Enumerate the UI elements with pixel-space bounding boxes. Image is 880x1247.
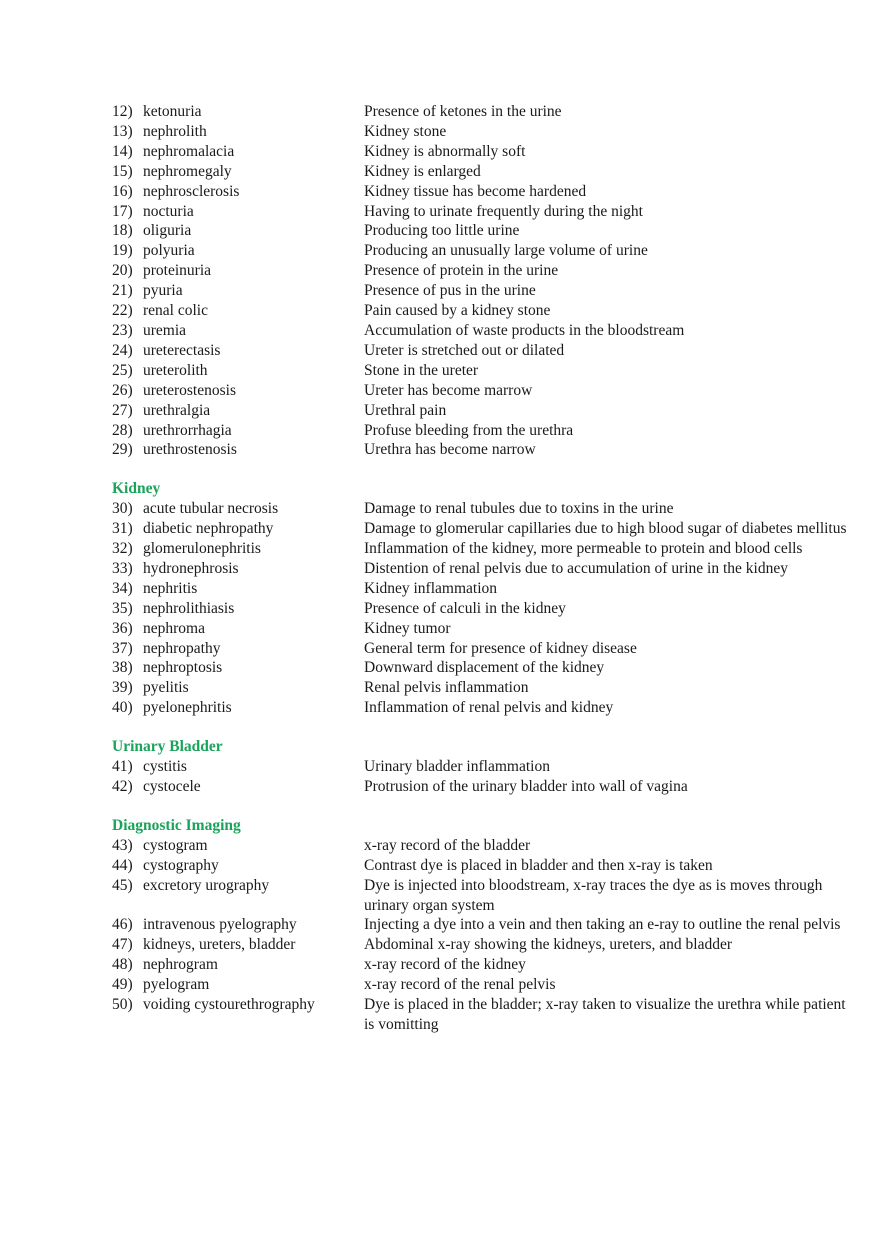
definition: Downward displacement of the kidney: [364, 659, 605, 677]
section-heading: Urinary Bladder: [112, 738, 223, 756]
item-number: 16): [112, 182, 133, 200]
term: oliguria: [143, 222, 192, 240]
definition: Urinary bladder inflammation: [364, 758, 550, 776]
item-number: 27): [112, 401, 133, 419]
term: nephrosclerosis: [143, 182, 240, 200]
item-number: 40): [112, 699, 133, 717]
term: urethrorrhagia: [143, 421, 232, 439]
definition: Urethra has become narrow: [364, 441, 536, 459]
definition: Injecting a dye into a vein and then taking an e-ray to outline the renal pelvis: [364, 916, 841, 934]
term: nephropathy: [143, 639, 221, 657]
definition: Kidney stone: [364, 122, 447, 140]
term: nephritis: [143, 579, 198, 597]
term-row: [112, 261, 852, 281]
definition: Kidney tumor: [364, 619, 451, 637]
item-number: 26): [112, 381, 133, 399]
definition: Accumulation of waste products in the bloodstream: [364, 321, 685, 339]
item-number: 28): [112, 421, 133, 439]
term: nephrogram: [143, 956, 218, 974]
term: acute tubular necrosis: [143, 500, 279, 518]
section: [112, 737, 852, 797]
term: urethrostenosis: [143, 441, 237, 459]
definition: Pain caused by a kidney stone: [364, 302, 551, 320]
term-row: [112, 142, 852, 162]
term: nephromegaly: [143, 162, 232, 180]
term-row: [112, 499, 852, 519]
definition: Abdominal x-ray showing the kidneys, ureters, and bladder: [364, 936, 733, 954]
term: ureterectasis: [143, 341, 221, 359]
definition: Producing an unusually large volume of urine: [364, 242, 648, 260]
term-row: [112, 381, 852, 401]
definition: Producing too little urine: [364, 222, 520, 240]
item-number: 48): [112, 956, 133, 974]
item-number: 38): [112, 659, 133, 677]
item-number: 14): [112, 142, 133, 160]
definition: Profuse bleeding from the urethra: [364, 421, 574, 439]
section: [112, 816, 852, 1035]
term: nocturia: [143, 202, 194, 220]
term-row: [112, 579, 852, 599]
term: pyelonephritis: [143, 699, 232, 717]
term: cystogram: [143, 836, 208, 854]
definition: x-ray record of the renal pelvis: [364, 976, 556, 994]
item-number: 25): [112, 361, 133, 379]
item-number: 30): [112, 500, 133, 518]
term-row: [112, 341, 852, 361]
term: ureterolith: [143, 361, 208, 379]
item-number: 13): [112, 122, 133, 140]
term: hydronephrosis: [143, 559, 239, 577]
item-number: 31): [112, 520, 133, 538]
definition: Dye is placed in the bladder; x-ray taken to visualize the urethra while patient is vomitting: [364, 996, 846, 1033]
term: cystitis: [143, 758, 187, 776]
term-row: [112, 241, 852, 261]
item-number: 47): [112, 936, 133, 954]
term: diabetic nephropathy: [143, 520, 274, 538]
item-number: 36): [112, 619, 133, 637]
definition: Inflammation of the kidney, more permeable to protein and blood cells: [364, 540, 803, 558]
definition: Distention of renal pelvis due to accumulation of urine in the kidney: [364, 559, 788, 577]
term-row: [112, 678, 852, 698]
term-row: [112, 639, 852, 659]
item-number: 22): [112, 302, 133, 320]
item-number: 17): [112, 202, 133, 220]
section-heading: Diagnostic Imaging: [112, 816, 241, 834]
term-row: [112, 975, 852, 995]
term-row: [112, 935, 852, 955]
item-number: 15): [112, 162, 133, 180]
definition: Kidney inflammation: [364, 579, 498, 597]
definition: Kidney tissue has become hardened: [364, 182, 587, 200]
item-number: 42): [112, 778, 133, 795]
section: [112, 479, 852, 718]
item-number: 21): [112, 282, 133, 300]
term: cystography: [143, 856, 219, 874]
term: nephrolithiasis: [143, 599, 235, 617]
definition: Presence of protein in the urine: [364, 262, 559, 280]
item-number: 39): [112, 679, 133, 697]
item-number: 41): [112, 758, 133, 776]
term: urethralgia: [143, 401, 211, 419]
definition: Ureter is stretched out or dilated: [364, 341, 565, 359]
term: polyuria: [143, 242, 195, 260]
definition: Protrusion of the urinary bladder into wall of vagina: [364, 778, 688, 795]
item-number: 50): [112, 996, 133, 1014]
term: nephroptosis: [143, 659, 223, 677]
term: ketonuria: [143, 103, 202, 120]
term: ureterostenosis: [143, 381, 236, 399]
definition: Damage to glomerular capillaries due to high blood sugar of diabetes mellitus: [364, 520, 847, 538]
term-row: [112, 955, 852, 975]
item-number: 33): [112, 559, 133, 577]
definition: Contrast dye is placed in bladder and then x-ray is taken: [364, 856, 713, 874]
term: pyelogram: [143, 976, 210, 994]
term-row: [112, 162, 852, 182]
item-number: 19): [112, 242, 133, 260]
definition: Kidney is abnormally soft: [364, 142, 526, 160]
term: nephrolith: [143, 122, 207, 140]
definition: Having to urinate frequently during the night: [364, 202, 643, 220]
term: intravenous pyelography: [143, 916, 297, 934]
term-row: [112, 361, 852, 381]
item-number: 23): [112, 321, 133, 339]
term-row: [112, 321, 852, 341]
item-number: 29): [112, 441, 133, 459]
term: kidneys, ureters, bladder: [143, 936, 296, 954]
item-number: 20): [112, 262, 133, 280]
term: uremia: [143, 321, 187, 339]
term: pyuria: [143, 282, 183, 300]
term-row: [112, 995, 852, 1035]
term-row: [112, 221, 852, 241]
item-number: 24): [112, 341, 133, 359]
definition: Ureter has become marrow: [364, 381, 533, 399]
definition: Stone in the ureter: [364, 361, 479, 379]
definition: x-ray record of the kidney: [364, 956, 526, 974]
item-number: 18): [112, 222, 133, 240]
definition: Inflammation of renal pelvis and kidney: [364, 699, 614, 717]
term-row: [112, 539, 852, 559]
term-row: [112, 122, 852, 142]
item-number: 32): [112, 540, 133, 558]
term-row: [112, 202, 852, 222]
term-row: [112, 836, 852, 856]
term-row: [112, 440, 852, 460]
term: cystocele: [143, 778, 201, 795]
term-row: [112, 658, 852, 678]
term: glomerulonephritis: [143, 540, 261, 558]
section-heading: Kidney: [112, 480, 161, 498]
term-row: [112, 777, 852, 797]
definition: Dye is injected into bloodstream, x-ray traces the dye as is moves through urinary organ system: [364, 876, 823, 914]
term-row: [112, 856, 852, 876]
term-row: [112, 281, 852, 301]
section: [112, 102, 852, 460]
term: nephromalacia: [143, 142, 235, 160]
definition: Kidney is enlarged: [364, 162, 481, 180]
term: nephroma: [143, 619, 205, 637]
item-number: 43): [112, 836, 133, 854]
item-number: 12): [112, 103, 133, 120]
term: excretory urography: [143, 876, 270, 894]
term-row: [112, 182, 852, 202]
term-row: [112, 519, 852, 539]
term-row: [112, 915, 852, 935]
term-row: [112, 876, 852, 916]
document-page: [112, 102, 852, 1035]
term-row: [112, 421, 852, 441]
term-row: [112, 619, 852, 639]
item-number: 37): [112, 639, 133, 657]
definition: Presence of pus in the urine: [364, 282, 536, 300]
definition: Presence of ketones in the urine: [364, 103, 562, 120]
term: renal colic: [143, 302, 208, 320]
term-row: [112, 301, 852, 321]
item-number: 44): [112, 856, 133, 874]
term: pyelitis: [143, 679, 189, 697]
term-row: [112, 599, 852, 619]
definition: Presence of calculi in the kidney: [364, 599, 566, 617]
term-row: [112, 102, 852, 122]
term: voiding cystourethrography: [143, 996, 315, 1014]
definition: Renal pelvis inflammation: [364, 679, 529, 697]
term: proteinuria: [143, 262, 212, 280]
term-row: [112, 698, 852, 718]
item-number: 35): [112, 599, 133, 617]
definition: Urethral pain: [364, 401, 447, 419]
term-row: [112, 757, 852, 777]
item-number: 49): [112, 976, 133, 994]
item-number: 45): [112, 876, 133, 894]
definition: Damage to renal tubules due to toxins in the urine: [364, 500, 674, 518]
term-row: [112, 559, 852, 579]
item-number: 46): [112, 916, 133, 934]
term-row: [112, 401, 852, 421]
definition: x-ray record of the bladder: [364, 836, 531, 854]
definition: General term for presence of kidney disease: [364, 639, 637, 657]
item-number: 34): [112, 579, 133, 597]
